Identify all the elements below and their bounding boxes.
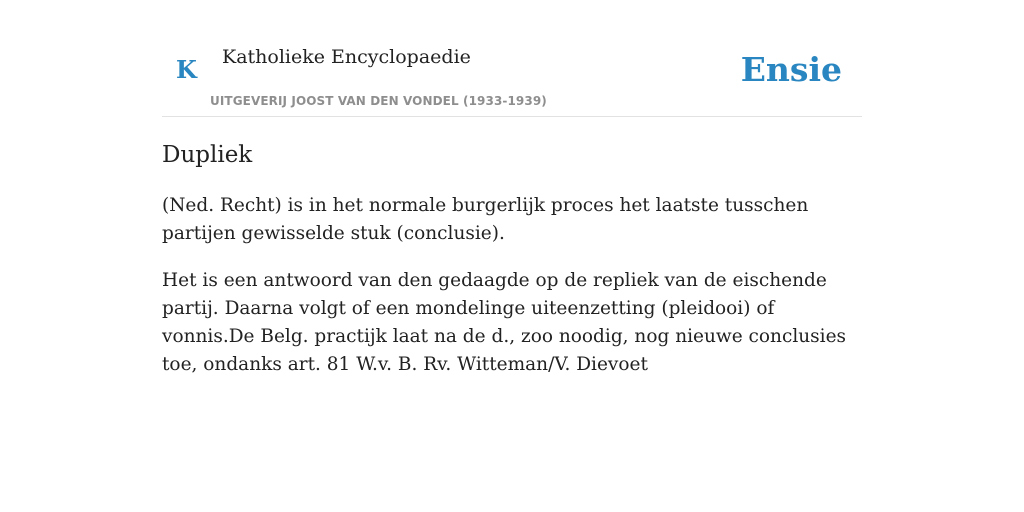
article-paragraph: Het is een antwoord van den gedaagde op de repliek van de eischende partij. Daarna volgt of een mondelinge uiteenzetting (pleidooi) of vonnis.De Belg. practijk laat na de d., zoo noodig, nog nieuwe conclusies toe, ondanks art. 81 W.v. B. Rv. Witteman/V. Dievoet <box>162 270 847 375</box>
site-header <box>162 0 862 117</box>
article-paragraph: (Ned. Recht) is in het normale burgerlijk proces het laatste tusschen partijen gewisselde stuk (conclusie). <box>162 195 809 244</box>
article-title: Dupliek <box>162 142 253 168</box>
brand-logo[interactable]: Ensie <box>740 50 842 89</box>
publisher-subtitle: UITGEVERIJ JOOST VAN DEN VONDEL (1933-1939) <box>210 94 547 108</box>
site-logo[interactable]: K <box>176 55 197 84</box>
site-title[interactable]: Katholieke Encyclopaedie <box>222 46 471 68</box>
